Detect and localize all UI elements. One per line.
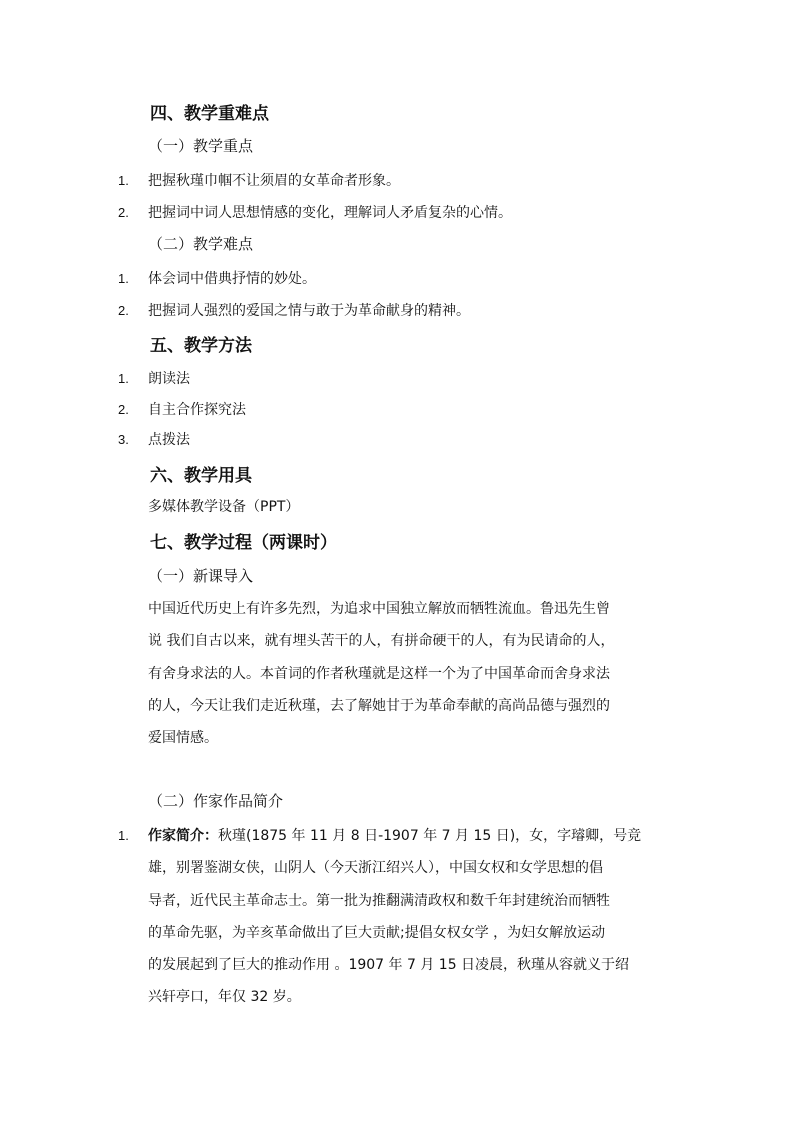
section-4-title: 四、教学重难点 <box>150 104 269 124</box>
list-number: 2. <box>118 402 129 417</box>
paragraph-line: 导者，近代民主革命志士。第一批为推翻满清政权和数千年封建统治而牺牲 <box>148 893 610 909</box>
author-bio-label: 作家简介： <box>148 828 218 844</box>
list-number: 1. <box>118 173 129 188</box>
list-number: 2. <box>118 303 129 318</box>
list-number: 1. <box>118 828 129 843</box>
paragraph-line: 秋瑾(1875 年 11 月 8 日-1907 年 7 月 15 日)，女，字璿卿，号竞 <box>218 828 642 844</box>
list-number: 3. <box>118 432 129 447</box>
author-bio-first-line <box>148 825 641 845</box>
paragraph-line: 说 我们自古以来，就有埋头苦干的人，有拼命硬干的人，有为民请命的人， <box>148 633 615 649</box>
section-6-title: 六、教学用具 <box>150 466 252 486</box>
subheading-teaching-difficulty: （二）教学难点 <box>148 235 254 253</box>
list-item: 体会词中借典抒情的妙处。 <box>148 271 316 287</box>
list-item: 朗读法 <box>148 371 190 387</box>
paragraph-line: 兴轩亭口，年仅 32 岁。 <box>148 989 301 1005</box>
list-item: 把握词中词人思想情感的变化，理解词人矛盾复杂的心情。 <box>148 205 512 221</box>
list-item: 点拨法 <box>148 432 190 448</box>
paragraph-line: 爱国情感。 <box>148 730 218 746</box>
section-7-title: 七、教学过程（两课时） <box>150 533 337 553</box>
subheading-teaching-focus: （一）教学重点 <box>148 137 254 155</box>
paragraph-line: 中国近代历史上有许多先烈，为追求中国独立解放而牺牲流血。鲁迅先生曾 <box>148 601 610 617</box>
list-item: 自主合作探究法 <box>148 402 246 418</box>
subheading-author-intro: （二）作家作品简介 <box>148 792 284 810</box>
paragraph-line: 的发展起到了巨大的推动作用 。1907 年 7 月 15 日凌晨，秋瑾从容就义于绍 <box>148 957 630 973</box>
paragraph-line: 的人，今天让我们走近秋瑾，去了解她甘于为革命奉献的高尚品德与强烈的 <box>148 698 610 714</box>
list-number: 1. <box>118 371 129 386</box>
teaching-tools-text: 多媒体教学设备（PPT） <box>148 499 300 515</box>
paragraph-line: 有舍身求法的人。本首词的作者秋瑾就是这样一个为了中国革命而舍身求法 <box>148 666 610 682</box>
subheading-lesson-intro: （一）新课导入 <box>148 567 254 585</box>
paragraph-line: 的革命先驱，为辛亥革命做出了巨大贡献;提倡女权女学 ，为妇女解放运动 <box>148 925 606 941</box>
paragraph-line: 雄，别署鉴湖女侠，山阴人（今天浙江绍兴人），中国女权和女学思想的倡 <box>148 860 603 876</box>
list-number: 1. <box>118 271 129 286</box>
list-item: 把握秋瑾巾帼不让须眉的女革命者形象。 <box>148 173 400 189</box>
list-number: 2. <box>118 205 129 220</box>
list-item: 把握词人强烈的爱国之情与敢于为革命献身的精神。 <box>148 303 470 319</box>
section-5-title: 五、教学方法 <box>150 336 252 356</box>
